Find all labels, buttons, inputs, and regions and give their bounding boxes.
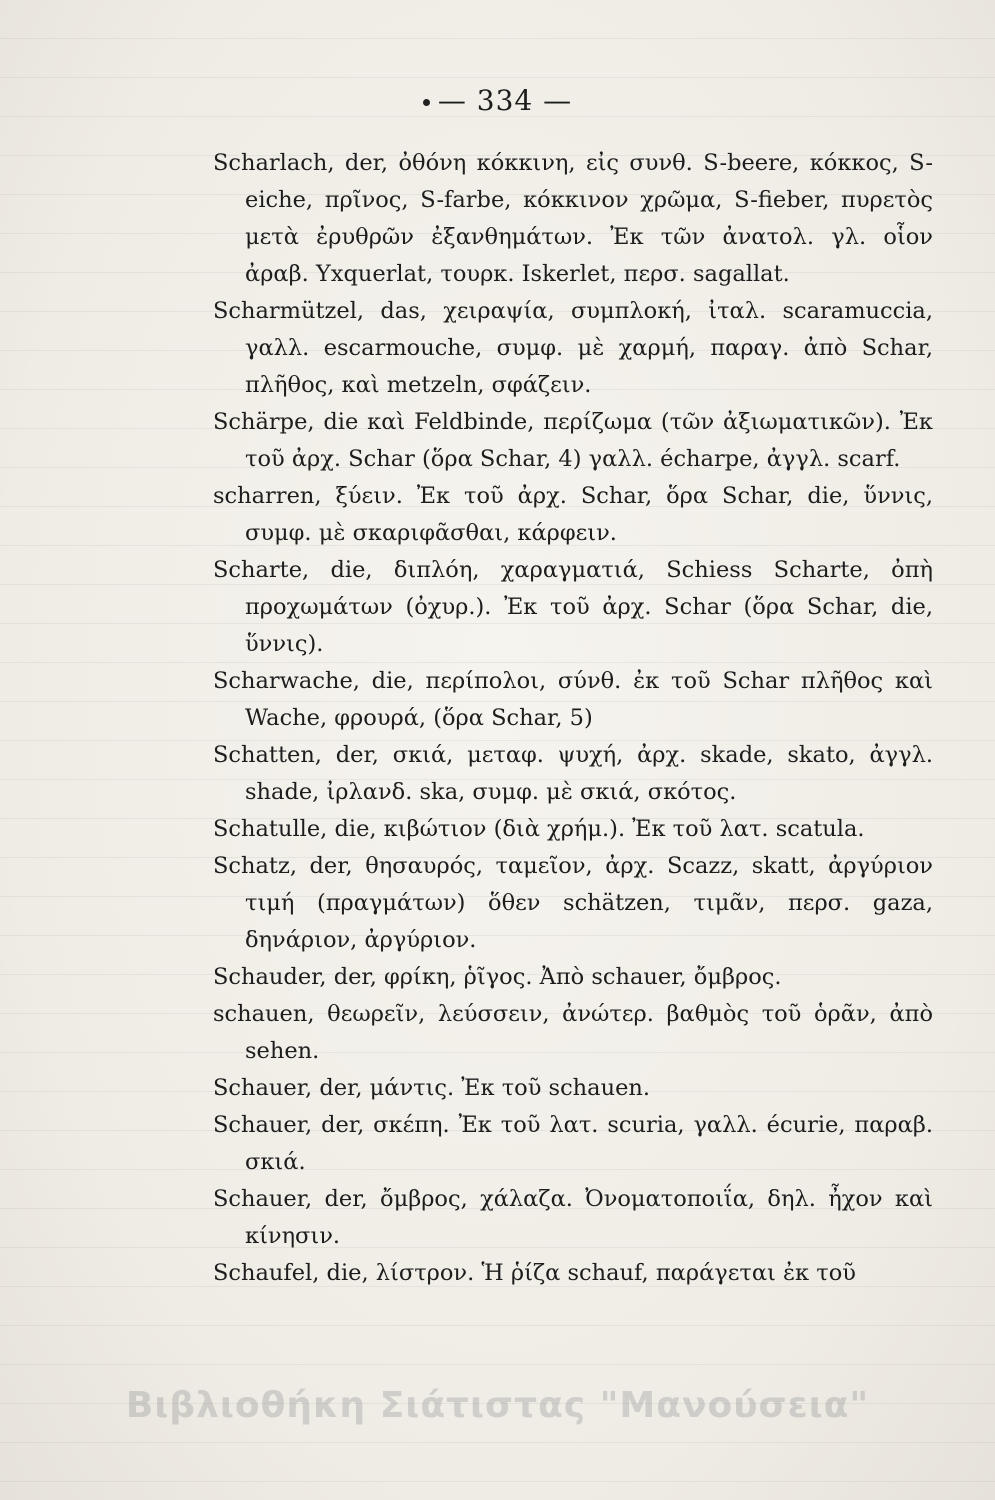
entry-scharte: Scharte, die, διπλόη, χαραγματιά, Schiess Scharte, ὀπὴ προχωμάτων (ὀχυρ.). Ἐκ τοῦ ἀρχ. Schar (ὅρα Schar, die, ὕννις). — [213, 557, 933, 657]
ink-dot — [423, 99, 430, 106]
entry-scharpe: Schärpe, die καὶ Feldbinde, περίζωμα (τῶν ἀξιωματικῶν). Ἐκ τοῦ ἀρχ. Schar (ὅρα Schar, 4) γαλλ. écharpe, ἀγγλ. scarf. — [213, 409, 933, 472]
page-number-text: — 334 — — [437, 84, 573, 117]
library-watermark: Βιβλιοθήκη Σιάτιστας "Μανούσεια" — [125, 1385, 870, 1426]
entry-schaufel: Schaufel, die, λίστρον. Ἡ ῥίζα schauf, παράγεται ἐκ τοῦ — [213, 1260, 856, 1286]
entry-scharmutzel: Scharmützel, das, χειραψία, συμπλοκή, ἰταλ. scaramuccia, γαλλ. escarmouche, συμφ. μὲ χαρμή, παραγ. ἀπὸ Schar, πλῆθος, καὶ metzeln, σφάζειν. — [213, 298, 933, 398]
entry-schauder: Schauder, der, φρίκη, ῥῖγος. Ἀπὸ schauer, ὄμβρος. — [213, 964, 782, 990]
entry-schauer-skepe: Schauer, der, σκέπη. Ἐκ τοῦ λατ. scuria, γαλλ. écurie, παραβ. σκιά. — [213, 1112, 933, 1175]
entry-schauen: schauen, θεωρεῖν, λεύσσειν, ἀνώτερ. βαθμὸς τοῦ ὁρᾶν, ἀπὸ sehen. — [213, 1001, 933, 1064]
dictionary-entries — [213, 145, 933, 1292]
entry-schauer-ombros: Schauer, der, ὄμβρος, χάλαζα. Ὀνοματοποιΐα, δηλ. ἦχον καὶ κίνησιν. — [213, 1186, 933, 1249]
entry-schatz: Schatz, der, θησαυρός, ταμεῖον, ἀρχ. Scazz, skatt, ἀργύριον τιμή (πραγμάτων) ὅθεν schätzen, τιμᾶν, περσ. gaza, δηνάριον, ἀργύριον. — [213, 853, 933, 953]
entry-scharren: scharren, ξύειν. Ἐκ τοῦ ἀρχ. Schar, ὅρα Schar, die, ὕννις, συμφ. μὲ σκαριφᾶσθαι, κάρφειν. — [213, 483, 933, 546]
entry-scharlach: Scharlach, der, ὀθόνη κόκκινη, εἰς συνθ. S-beere, κόκκος, S-eiche, πρῖνος, S-farbe, κόκκινον χρῶμα, S-fieber, πυρετὸς μετὰ ἐρυθρῶν ἐξανθημάτων. Ἐκ τῶν ἀνατολ. γλ. οἷον ἀραβ. Yxquerlat, τουρκ. Iskerlet, περσ. sagallat. — [213, 150, 933, 287]
entry-schauer-mantis: Schauer, der, μάντις. Ἐκ τοῦ schauen. — [213, 1075, 651, 1101]
entry-schatten: Schatten, der, σκιά, μεταφ. ψυχή, ἀρχ. skade, skato, ἀγγλ. shade, ἰρλανδ. ska, συμφ. μὲ σκιά, σκότος. — [213, 742, 933, 805]
entry-schatulle: Schatulle, die, κιβώτιον (διὰ χρήμ.). Ἐκ τοῦ λατ. scatula. — [213, 816, 865, 842]
entry-scharwache: Scharwache, die, περίπολοι, σύνθ. ἐκ τοῦ Schar πλῆθος καὶ Wache, φρουρά, (ὅρα Schar, 5) — [213, 668, 933, 731]
page-number — [0, 84, 995, 117]
